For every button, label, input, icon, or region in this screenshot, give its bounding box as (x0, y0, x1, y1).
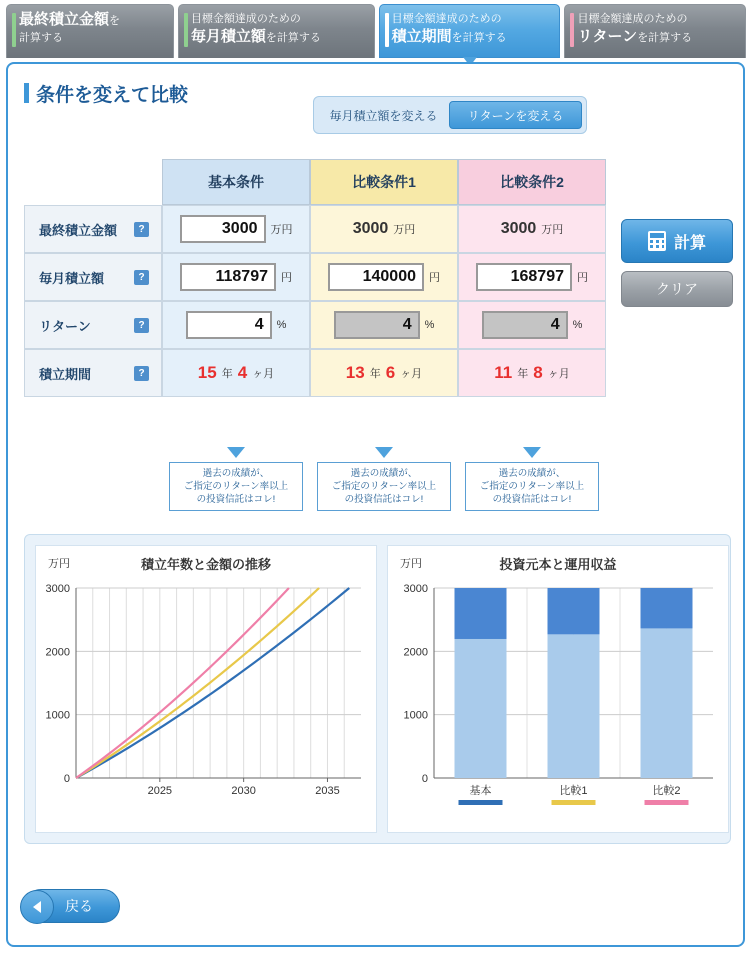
clear-button[interactable] (621, 271, 733, 307)
period-compare1-years: 13 (345, 363, 365, 382)
table-row-return (24, 301, 606, 349)
back-button-label: 戻る (65, 898, 93, 914)
note-wrap-compare1 (310, 447, 458, 511)
column-header-basic: 基本条件 (162, 159, 310, 205)
cell-period-basic (162, 349, 310, 397)
tab-final-amount-line1: 最終積立金額を (19, 11, 121, 28)
tab-accent-bar (12, 13, 16, 47)
cell-period-compare2 (458, 349, 606, 397)
tab-return-line2: リターンを計算する (577, 28, 693, 45)
unit-month: ヶ月 (400, 368, 423, 380)
note-line3: の投資信託はコレ! (492, 494, 572, 505)
tab-return[interactable] (564, 4, 746, 58)
period-basic-months: 4 (237, 363, 248, 382)
note-line2: ご指定のリターン率以上 (183, 481, 289, 492)
period-compare2-months: 8 (533, 363, 543, 382)
table-row-monthly-amount (24, 253, 606, 301)
comparison-table (24, 159, 606, 397)
help-icon[interactable]: ? (134, 366, 149, 381)
note-line1: 過去の成績が、 (202, 468, 270, 479)
arrow-down-icon (227, 447, 245, 458)
row-label-return-text: リターン (39, 318, 91, 334)
tab-bar (6, 4, 746, 58)
tab-monthly-amount-line2: 毎月積立額を計算する (190, 28, 321, 45)
help-icon[interactable]: ? (134, 318, 149, 333)
back-arrow-icon (20, 890, 54, 924)
line-chart-unit: 万円 (48, 558, 70, 570)
monthly-amount-compare1-input[interactable] (328, 263, 424, 291)
svg-text:基本: 基本 (469, 785, 492, 797)
bar-chart-svg (388, 546, 728, 816)
compare-mode-switch[interactable] (313, 96, 587, 134)
svg-text:比較2: 比較2 (652, 785, 681, 797)
row-label-monthly-amount (24, 253, 162, 301)
unit-year: 年 (517, 368, 529, 380)
note-row (24, 447, 606, 511)
row-label-period-text: 積立期間 (39, 366, 92, 382)
tab-return-line1: 目標金額達成のための (577, 13, 688, 25)
final-amount-basic-input[interactable] (180, 215, 266, 243)
svg-text:0: 0 (421, 773, 428, 785)
svg-text:1000: 1000 (45, 709, 70, 722)
note-line2: ご指定のリターン率以上 (331, 481, 437, 492)
row-label-period (24, 349, 162, 397)
monthly-amount-compare2-input[interactable] (476, 263, 572, 291)
tab-accent-bar (184, 13, 188, 47)
table-row-period (24, 349, 606, 397)
final-amount-compare2-value: 3000 (500, 220, 537, 237)
fund-link-compare2[interactable] (465, 462, 599, 511)
unit-label: % (424, 319, 435, 331)
tab-accent-bar (570, 13, 574, 47)
cell-final-amount-compare1 (310, 205, 458, 253)
svg-text:2025: 2025 (147, 785, 173, 797)
table-header-row (24, 159, 606, 205)
line-chart-svg (36, 546, 376, 816)
bar-chart-unit: 万円 (400, 558, 422, 570)
unit-label: % (276, 319, 287, 331)
tab-accent-bar (385, 13, 389, 47)
bar-chart-title: 投資元本と運用収益 (499, 557, 617, 572)
unit-label: 万円 (270, 224, 293, 236)
note-wrap-compare2 (458, 447, 606, 511)
svg-text:1000: 1000 (403, 709, 428, 722)
row-label-final-amount (24, 205, 162, 253)
cell-monthly-amount-compare2 (458, 253, 606, 301)
cell-monthly-amount-compare1 (310, 253, 458, 301)
note-line3: の投資信託はコレ! (344, 494, 424, 505)
fund-link-basic[interactable] (169, 462, 303, 511)
tab-final-amount[interactable] (6, 4, 174, 58)
note-line1: 過去の成績が、 (350, 468, 418, 479)
period-compare2-years: 11 (494, 363, 513, 382)
header-corner (24, 159, 162, 205)
charts-area (24, 534, 731, 844)
calculate-button[interactable] (621, 219, 733, 263)
line-chart (35, 545, 377, 833)
line-chart-title: 積立年数と金額の推移 (140, 557, 271, 572)
note-wrap-basic (162, 447, 310, 511)
cell-period-compare1 (310, 349, 458, 397)
help-icon[interactable]: ? (134, 270, 149, 285)
bar-chart (387, 545, 729, 833)
svg-text:2030: 2030 (231, 785, 256, 797)
final-amount-compare1-value: 3000 (352, 220, 389, 237)
column-header-compare2: 比較条件2 (458, 159, 606, 205)
table-row-final-amount (24, 205, 606, 253)
svg-text:0: 0 (63, 773, 70, 785)
note-line2: ご指定のリターン率以上 (479, 481, 585, 492)
svg-text:2000: 2000 (45, 646, 70, 659)
unit-month: ヶ月 (252, 368, 275, 380)
cell-final-amount-basic (162, 205, 310, 253)
unit-label: 万円 (393, 224, 416, 236)
cell-return-compare2 (458, 301, 606, 349)
unit-year: 年 (221, 368, 233, 380)
tab-period[interactable] (379, 4, 561, 58)
switch-option-monthly[interactable]: 毎月積立額を変える (329, 108, 438, 123)
tab-monthly-amount[interactable] (178, 4, 375, 58)
cell-final-amount-compare2 (458, 205, 606, 253)
help-icon[interactable]: ? (134, 222, 149, 237)
svg-text:2000: 2000 (403, 646, 428, 659)
note-line3: の投資信託はコレ! (196, 494, 276, 505)
svg-text:比較1: 比較1 (559, 785, 588, 797)
return-basic-input[interactable] (186, 311, 272, 339)
fund-link-compare1[interactable] (317, 462, 451, 511)
arrow-down-icon (375, 447, 393, 458)
svg-text:3000: 3000 (403, 583, 428, 595)
period-basic-years: 15 (197, 363, 217, 382)
switch-option-return[interactable]: リターンを変える (449, 101, 582, 129)
cell-monthly-amount-basic (162, 253, 310, 301)
tab-period-line2: 積立期間を計算する (391, 28, 507, 45)
clear-button-label: クリア (656, 281, 698, 297)
column-header-compare1: 比較条件1 (310, 159, 458, 205)
row-label-monthly-amount-text: 毎月積立額 (39, 270, 105, 286)
main-panel (6, 62, 745, 947)
cell-return-basic (162, 301, 310, 349)
unit-label: 万円 (541, 224, 564, 236)
unit-label: % (572, 319, 583, 331)
calculate-button-label: 計算 (673, 234, 706, 252)
row-label-return (24, 301, 162, 349)
row-label-final-amount-text: 最終積立金額 (39, 222, 118, 238)
page-title: 条件を変えて比較 (24, 80, 188, 107)
note-line1: 過去の成績が、 (498, 468, 566, 479)
unit-label: 円 (577, 272, 588, 284)
back-button[interactable] (24, 889, 120, 923)
unit-label: 円 (429, 272, 440, 284)
svg-text:3000: 3000 (45, 583, 70, 595)
cell-return-compare1 (310, 301, 458, 349)
return-compare1-input[interactable] (334, 311, 420, 339)
tab-final-amount-line2: 計算する (19, 32, 63, 44)
unit-month: ヶ月 (547, 368, 570, 380)
return-compare2-input[interactable] (482, 311, 568, 339)
calculator-icon (648, 231, 666, 251)
arrow-down-icon (523, 447, 541, 458)
svg-text:2035: 2035 (315, 785, 340, 797)
tab-period-line1: 目標金額達成のための (391, 13, 502, 25)
tab-monthly-amount-line1: 目標金額達成のための (190, 13, 301, 25)
unit-label: 円 (281, 272, 292, 284)
monthly-amount-basic-input[interactable] (180, 263, 276, 291)
period-compare1-months: 6 (385, 363, 396, 382)
unit-year: 年 (369, 368, 381, 380)
